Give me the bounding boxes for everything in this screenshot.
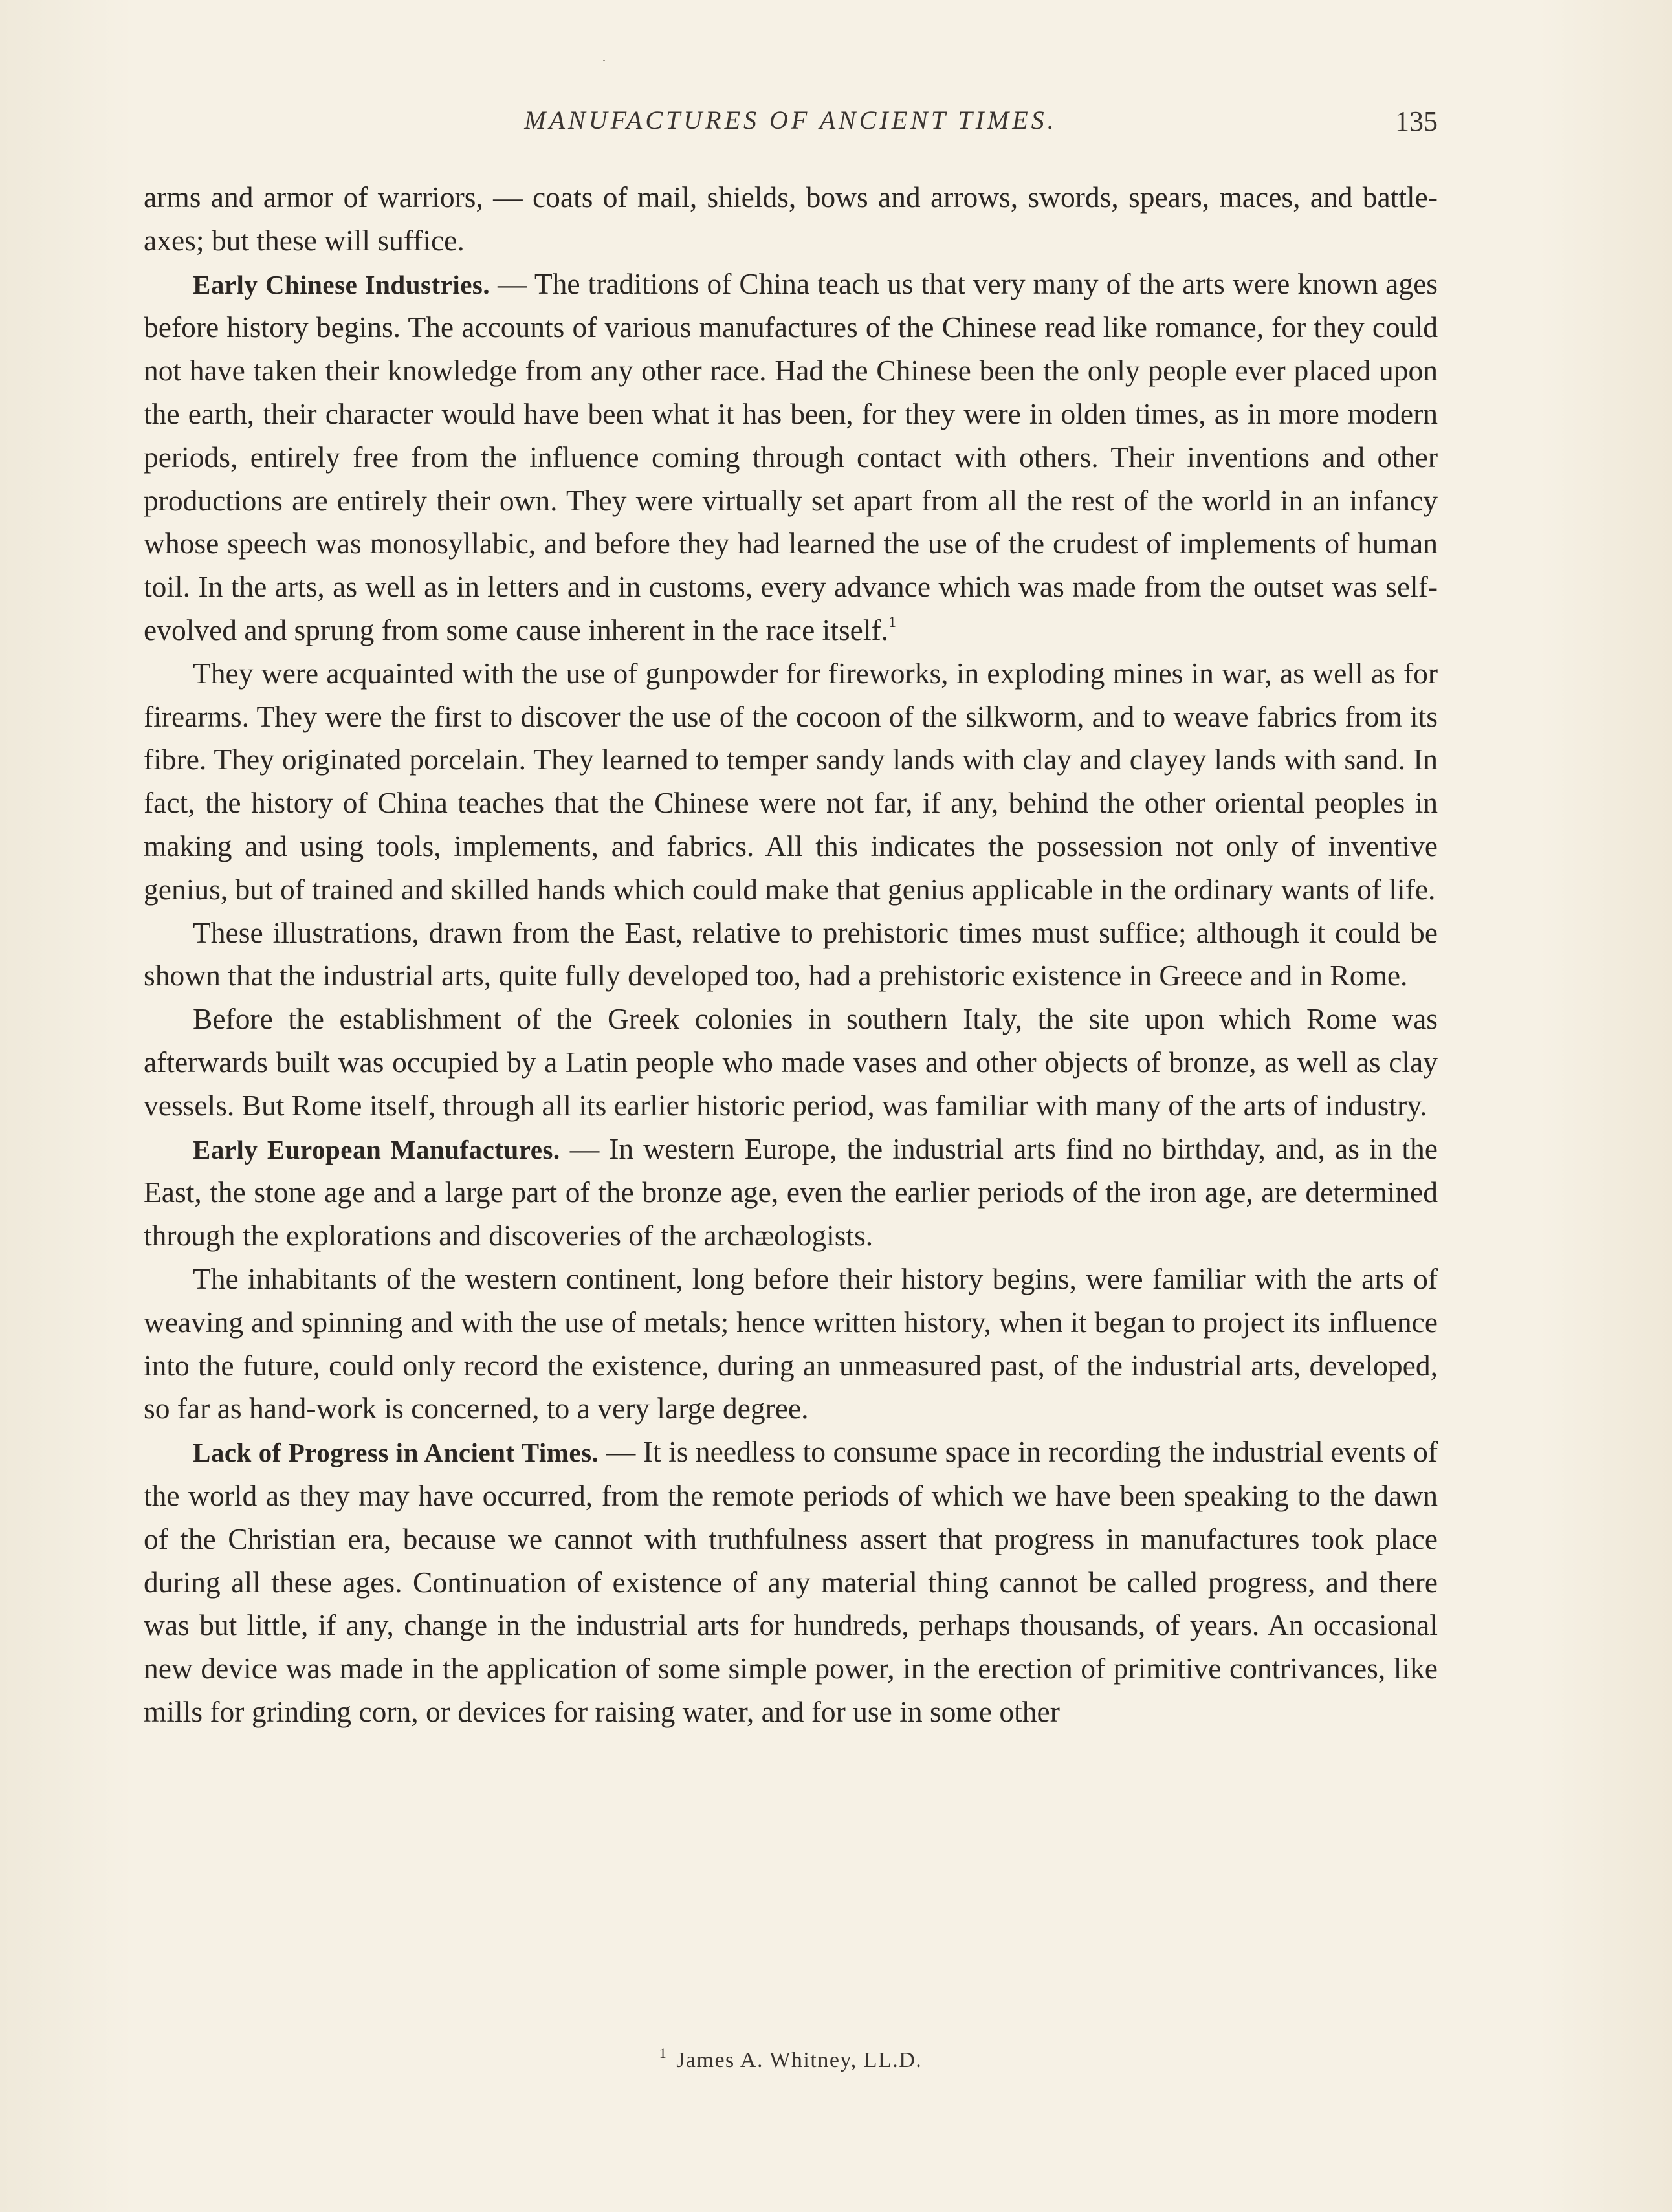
running-head (144, 105, 1438, 144)
section-heading-lack-of-progress: Lack of Progress in Ancient Times. (193, 1438, 599, 1468)
paper-speck (603, 60, 605, 61)
section-heading-early-chinese-industries: Early Chinese Industries. (193, 269, 490, 300)
footnote-marker: 1 (659, 2045, 668, 2061)
paragraph-text: — The traditions of China teach us that very many of the arts were known ages before history begins. The accounts of various manufactures of the Chinese read like romance, for they could not have taken their knowledge from any other race. Had the Chinese been the only people ever placed upon the earth, their character would have been what it has been, for they were in olden times, as in more modern periods, entirely free from the influence coming through contact with others. Their inventions and other productions are entirely their own. They were virtually set apart from all the rest of the world in an infancy whose speech was monosyllabic, and before they had learned the use of the crudest of implements of human toil. In the arts, as well as in letters and in customs, every advance which was made from the outset was self-evolved and sprung from some cause inherent in the race itself. (144, 267, 1438, 646)
paragraph-text: — In western Europe, the industrial arts find no birthday, and, as in the East, the stone age and a large part of the bronze age, even the earlier periods of the iron age, are determined through the explorations and discoveries of the archæologists. (144, 1132, 1438, 1253)
section-heading-early-european-manufactures: Early European Manufactures. (193, 1134, 560, 1165)
paragraph-western-continent: The inhabitants of the western continent, long before their history begins, were familiar with the arts of weaving and spinning and with the use of metals; hence written history, when it began to project its influence into the future, could only record the existence, during an unmeasured past, of the industrial arts, developed, so far as hand-work is concerned, to a very large degree. (144, 1262, 1438, 1425)
footnote-text: James A. Whitney, LL.D. (676, 2048, 923, 2072)
footnote-reference: 1 (888, 613, 897, 631)
paragraph-illustrations: These illustrations, drawn from the East, relative to prehistoric times must suffice; although it could be shown that the industrial arts, quite fully developed too, had a prehistoric existence in Greece and in Rome. (144, 915, 1438, 992)
paragraph-lack-of-progress (144, 1430, 1438, 1734)
body-text (144, 176, 1438, 1734)
paragraph-early-chinese-industries (144, 263, 1438, 652)
paragraph-continuation: arms and armor of warriors, — coats of mail, shields, bows and arrows, swords, spears, maces, and battle-axes; but these will suffice. (144, 181, 1438, 257)
paragraph-text: — It is needless to consume space in recording the industrial events of the world as they may have occurred, from the remote periods of which we have been speaking to the dawn of the Christian era, because we cannot with truthfulness assert that progress in manufactures took place during all these ages. Continuation of existence of any material thing cannot be called progress, and there was but little, if any, change in the industrial arts for hundreds, perhaps thousands, of years. An occasional new device was made in the application of some simple power, in the erection of primitive contrivances, like mills for grinding corn, or devices for raising water, and for use in some other (144, 1435, 1438, 1728)
footnote (144, 2045, 1438, 2073)
page-number: 135 (1395, 105, 1438, 137)
running-title: MANUFACTURES OF ANCIENT TIMES. (524, 105, 1057, 135)
paragraph-early-european-manufactures (144, 1128, 1438, 1258)
paragraph-rome: Before the establishment of the Greek colonies in southern Italy, the site upon which Rome was afterwards built was occupied by a Latin people who made vases and other objects of bronze, as well as clay vessels. But Rome itself, through all its earlier historic period, was familiar with many of the arts of industry. (144, 1002, 1438, 1122)
paragraph-chinese-inventions: They were acquainted with the use of gunpowder for fireworks, in exploding mines in war, as well as for firearms. They were the first to discover the use of the cocoon of the silkworm, and to weave fabrics from its fibre. They originated porcelain. They learned to temper sandy lands with clay and clayey lands with sand. In fact, the history of China teaches that the Chinese were not far, if any, behind the other oriental peoples in making and using tools, implements, and fabrics. All this indicates the possession not only of inventive genius, but of trained and skilled hands which could make that genius applicable in the ordinary wants of life. (144, 656, 1438, 906)
